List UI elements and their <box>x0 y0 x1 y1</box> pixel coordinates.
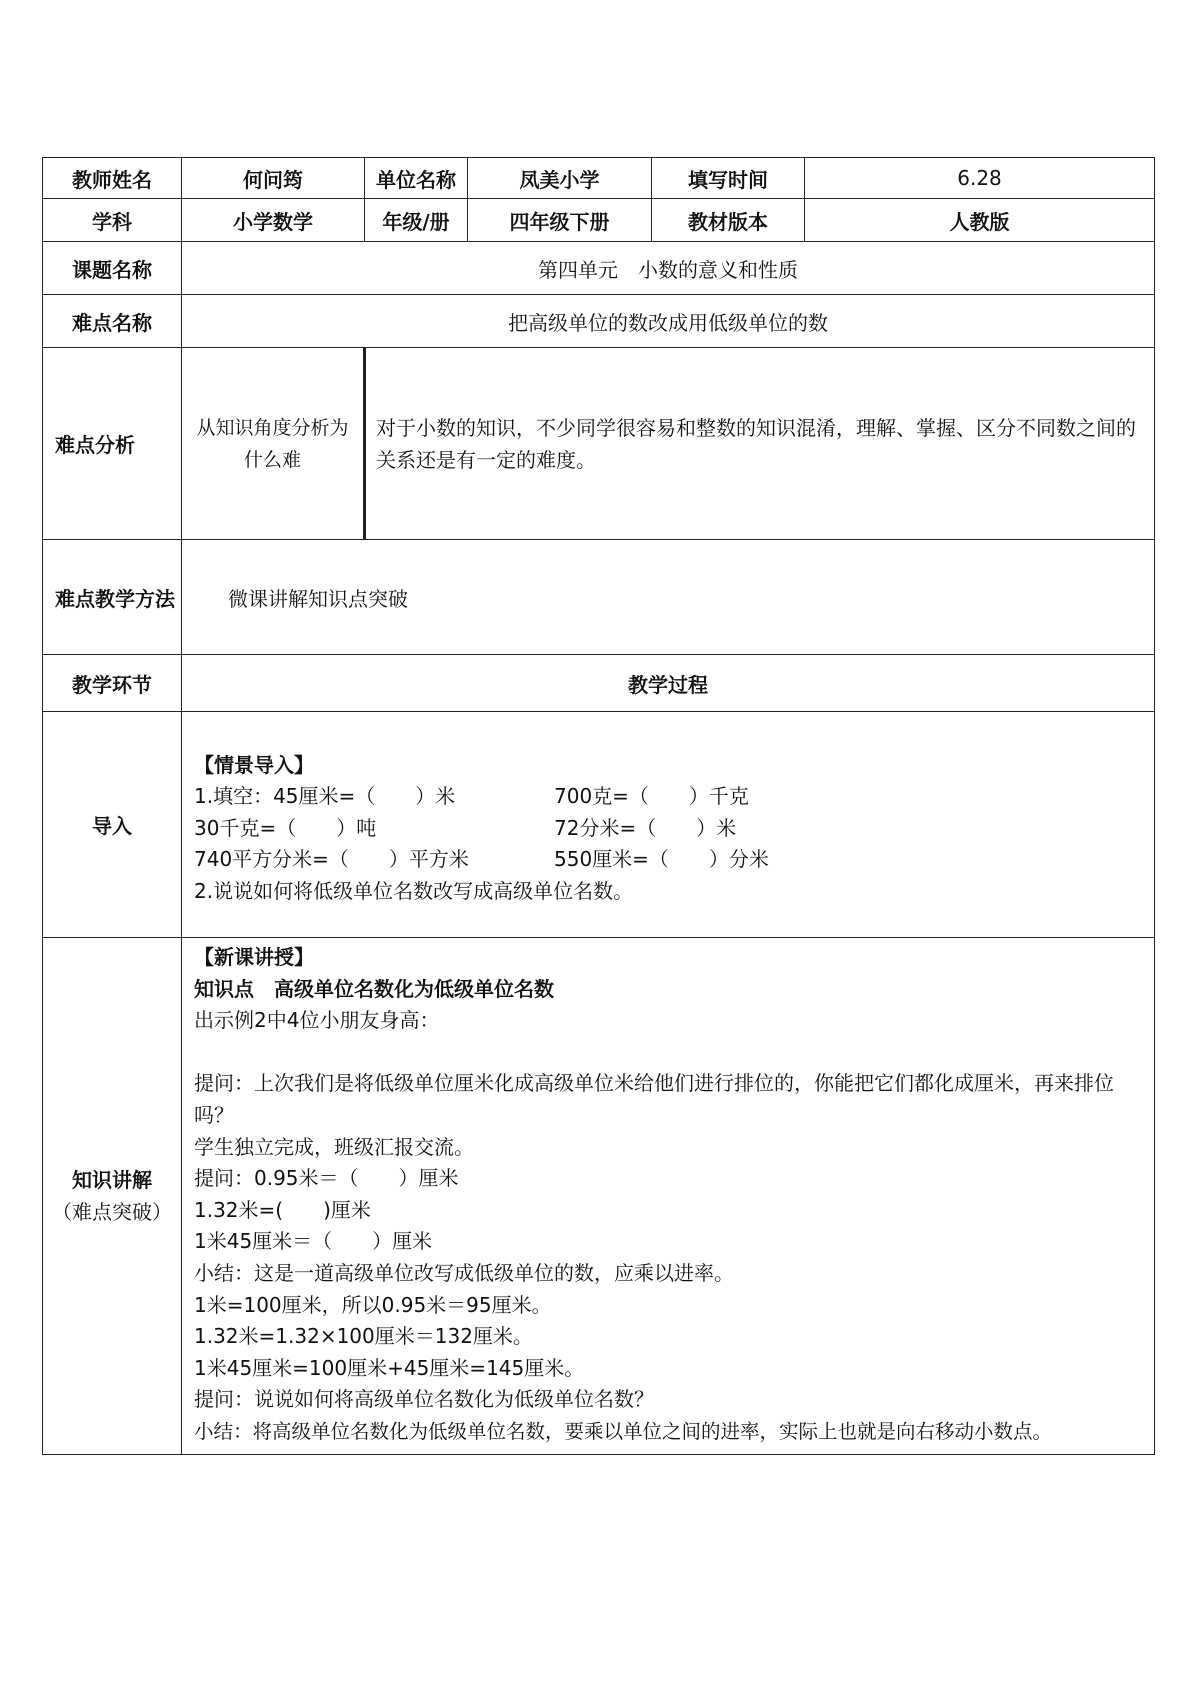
analysis-sub-label: 从知识角度分析为什么难 <box>182 348 365 540</box>
lecture-calc-1: 1米=100厘米，所以0.95米＝95厘米。 <box>194 1292 552 1317</box>
header-row-2 <box>43 199 1155 242</box>
intro-q2-right: 72分米=（ ）米 <box>554 815 737 840</box>
lecture-label-line1: 知识讲解 <box>72 1167 152 1192</box>
lecture-content <box>182 938 1155 1455</box>
edition-label: 教材版本 <box>652 199 805 242</box>
lecture-calc-3: 1米45厘米=100厘米+45厘米=145厘米。 <box>194 1355 585 1380</box>
lecture-calc-2: 1.32米=1.32×100厘米＝132厘米。 <box>194 1324 533 1349</box>
process-label: 教学过程 <box>182 655 1155 712</box>
topic-row <box>43 242 1155 295</box>
intro-q3-left: 740平方分米=（ ）平方米 <box>194 847 469 872</box>
analysis-text: 对于小数的知识，不少同学很容易和整数的知识混淆，理解、掌握、区分不同数之间的关系还是有一定的难度。 <box>365 348 1155 540</box>
fill-date: 6.28 <box>805 158 1155 199</box>
lecture-point: 知识点 高级单位名数化为低级单位名数 <box>194 976 554 1001</box>
grade-label: 年级/册 <box>365 199 468 242</box>
method-label: 难点教学方法 <box>43 540 182 655</box>
intro-question-row-2 <box>194 813 1142 845</box>
process-stage-label: 教学环节 <box>43 655 182 712</box>
lecture-summary-2: 小结：将高级单位名数化为低级单位名数，要乘以单位之间的进率，实际上也就是向右移动小数点。 <box>194 1419 1053 1443</box>
lecture-question-3: 提问：说说如何将高级单位名数化为低级单位名数？ <box>194 1387 654 1412</box>
intro-label: 导入 <box>43 712 182 938</box>
subject-label: 学科 <box>43 199 182 242</box>
method-value: 微课讲解知识点突破 <box>182 540 1155 655</box>
unit-label: 单位名称 <box>365 158 468 199</box>
intro-q3-right: 550厘米=（ ）分米 <box>554 847 769 872</box>
difficulty-label: 难点名称 <box>43 295 182 348</box>
header-row-1 <box>43 158 1155 199</box>
lecture-example: 出示例2中4位小朋友身高： <box>194 1008 440 1033</box>
lecture-row <box>43 938 1155 1455</box>
intro-q4: 2.说说如何将低级单位名数改写成高级单位名数。 <box>194 878 634 903</box>
topic-value: 第四单元 小数的意义和性质 <box>182 242 1155 295</box>
intro-title: 【情景导入】 <box>194 752 314 777</box>
edition-value: 人教版 <box>805 199 1155 242</box>
process-header-row <box>43 655 1155 712</box>
intro-q1-right: 700克=（ ）千克 <box>554 784 749 809</box>
unit-name: 凤美小学 <box>468 158 652 199</box>
lecture-item-2: 1米45厘米＝（ ）厘米 <box>194 1229 433 1254</box>
lecture-label-line2: （难点突破） <box>52 1199 172 1224</box>
difficulty-row <box>43 295 1155 348</box>
teacher-name: 何问筠 <box>182 158 365 199</box>
intro-q1-left: 1.填空：45厘米=（ ）米 <box>194 784 456 809</box>
lecture-summary-1: 小结：这是一道高级单位改写成低级单位的数，应乘以进率。 <box>194 1260 734 1285</box>
intro-content <box>182 712 1155 938</box>
lecture-question-2: 提问：0.95米＝（ ）厘米 <box>194 1166 459 1191</box>
subject-value: 小学数学 <box>182 199 365 242</box>
intro-row <box>43 712 1155 938</box>
method-row <box>43 540 1155 655</box>
analysis-label: 难点分析 <box>43 348 182 540</box>
lecture-question-1: 提问：上次我们是将低级单位厘米化成高级单位米给他们进行排位的，你能把它们都化成厘米，再来排位吗？ <box>194 1071 1114 1127</box>
intro-question-row-1 <box>194 781 1142 813</box>
lecture-label <box>43 938 182 1455</box>
lecture-student: 学生独立完成，班级汇报交流。 <box>194 1134 474 1159</box>
analysis-row <box>43 348 1155 540</box>
intro-q2-left: 30千克=（ ）吨 <box>194 815 377 840</box>
intro-question-row-3 <box>194 844 1142 876</box>
blank-line <box>194 1037 1142 1069</box>
grade-value: 四年级下册 <box>468 199 652 242</box>
lesson-plan-table <box>42 157 1155 1455</box>
date-label: 填写时间 <box>652 158 805 199</box>
lecture-item-1: 1.32米=( )厘米 <box>194 1197 371 1222</box>
difficulty-value: 把高级单位的数改成用低级单位的数 <box>182 295 1155 348</box>
lecture-title: 【新课讲授】 <box>194 945 314 969</box>
topic-label: 课题名称 <box>43 242 182 295</box>
teacher-label: 教师姓名 <box>43 158 182 199</box>
